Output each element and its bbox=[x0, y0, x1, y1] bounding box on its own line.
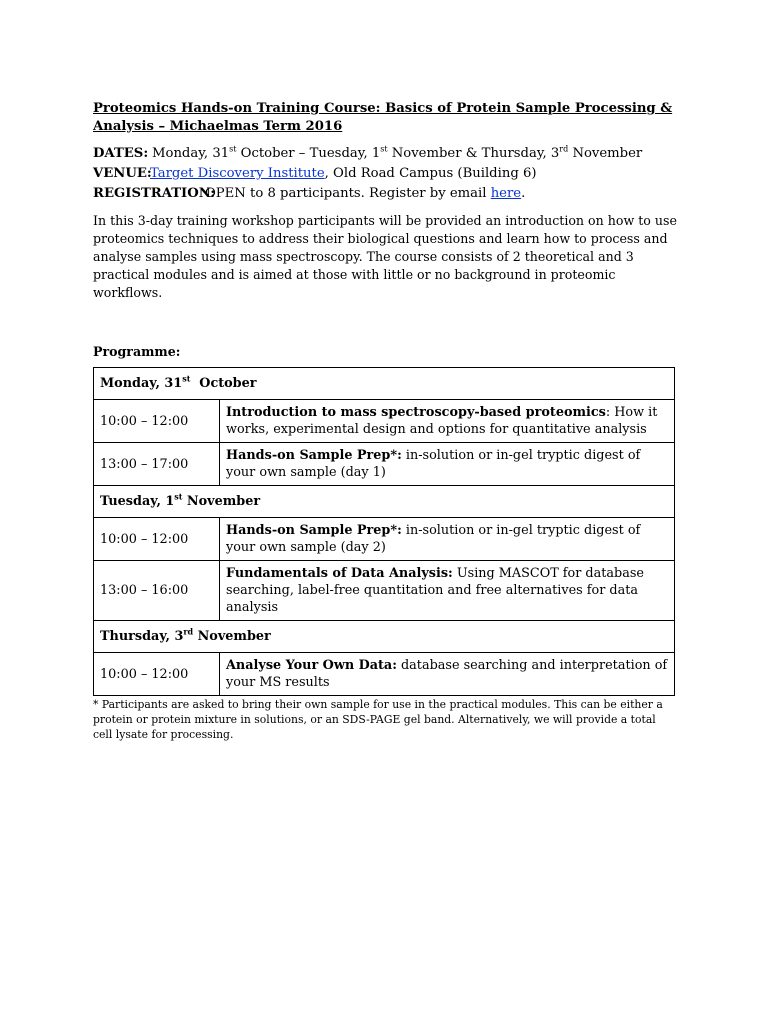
day-heading: Tuesday, 1st November bbox=[94, 486, 675, 518]
registration-label: REGISTRATION: bbox=[93, 186, 216, 201]
session-description: Analyse Your Own Data: database searching and interpretation of your MS results bbox=[220, 653, 675, 696]
session-time: 10:00 – 12:00 bbox=[94, 400, 220, 443]
registration-text: OPEN to 8 participants. Register by email bbox=[205, 186, 491, 201]
session-description: Hands-on Sample Prep*: in-solution or in-gel tryptic digest of your own sample (day 2) bbox=[220, 518, 675, 561]
intro-paragraph: In this 3-day training workshop participants will be provided an introduction on how to use proteomics techniques to address their biological questions and learn how to process and analyse samples using mass spectroscopy. The course consists of 2 theoretical and 3 practical modules and is aimed at those with little or no background in proteomic workflows. bbox=[93, 213, 677, 300]
registration-link[interactable]: here bbox=[490, 186, 522, 201]
day-row bbox=[94, 486, 675, 518]
day-row bbox=[94, 621, 675, 653]
programme-heading: Programme: bbox=[93, 344, 181, 359]
dates-day1: Monday, 31 bbox=[152, 146, 230, 161]
venue-label: VENUE: bbox=[93, 166, 152, 181]
day-heading: Monday, 31st October bbox=[94, 368, 675, 400]
session-row bbox=[94, 653, 675, 696]
course-info bbox=[93, 144, 678, 204]
session-description: Hands-on Sample Prep*: in-solution or in-gel tryptic digest of your own sample (day 1) bbox=[220, 443, 675, 486]
dates-day3: November & Thursday, 3 bbox=[387, 146, 560, 161]
session-time: 10:00 – 12:00 bbox=[94, 653, 220, 696]
document-title: Proteomics Hands-on Training Course: Basics of Protein Sample Processing & Analysis – Michaelmas Term 2016 bbox=[93, 101, 673, 134]
programme-table bbox=[93, 367, 675, 696]
dates-label: DATES: bbox=[93, 146, 149, 161]
session-time: 10:00 – 12:00 bbox=[94, 518, 220, 561]
venue-rest: , Old Road Campus (Building 6) bbox=[324, 166, 537, 181]
session-time: 13:00 – 16:00 bbox=[94, 561, 220, 621]
session-row bbox=[94, 443, 675, 486]
session-time: 13:00 – 17:00 bbox=[94, 443, 220, 486]
venue-link[interactable]: Target Discovery Institute bbox=[150, 166, 325, 181]
document-page bbox=[93, 100, 678, 753]
dates-line bbox=[93, 144, 678, 164]
dates-day2-suffix: st bbox=[380, 144, 388, 154]
dates-day3-suffix: rd bbox=[559, 144, 569, 154]
dates-day2: October – Tuesday, 1 bbox=[236, 146, 381, 161]
registration-line bbox=[93, 184, 678, 204]
venue-line bbox=[93, 164, 678, 184]
session-row bbox=[94, 518, 675, 561]
session-row bbox=[94, 561, 675, 621]
dates-end: November bbox=[568, 146, 643, 161]
registration-end: . bbox=[521, 186, 526, 201]
dates-day1-suffix: st bbox=[229, 144, 237, 154]
day-row bbox=[94, 368, 675, 400]
session-description: Introduction to mass spectroscopy-based proteomics: How it works, experimental design and options for quantitative analysis bbox=[220, 400, 675, 443]
day-heading: Thursday, 3rd November bbox=[94, 621, 675, 653]
session-row bbox=[94, 400, 675, 443]
footnote: * Participants are asked to bring their own sample for use in the practical modules. This can be either a protein or protein mixture in solutions, or an SDS-PAGE gel band. Alternatively, we will provide a total cell lysate for processing. bbox=[93, 698, 663, 741]
session-description: Fundamentals of Data Analysis: Using MASCOT for database searching, label-free quantitation and free alternatives for data analysis bbox=[220, 561, 675, 621]
